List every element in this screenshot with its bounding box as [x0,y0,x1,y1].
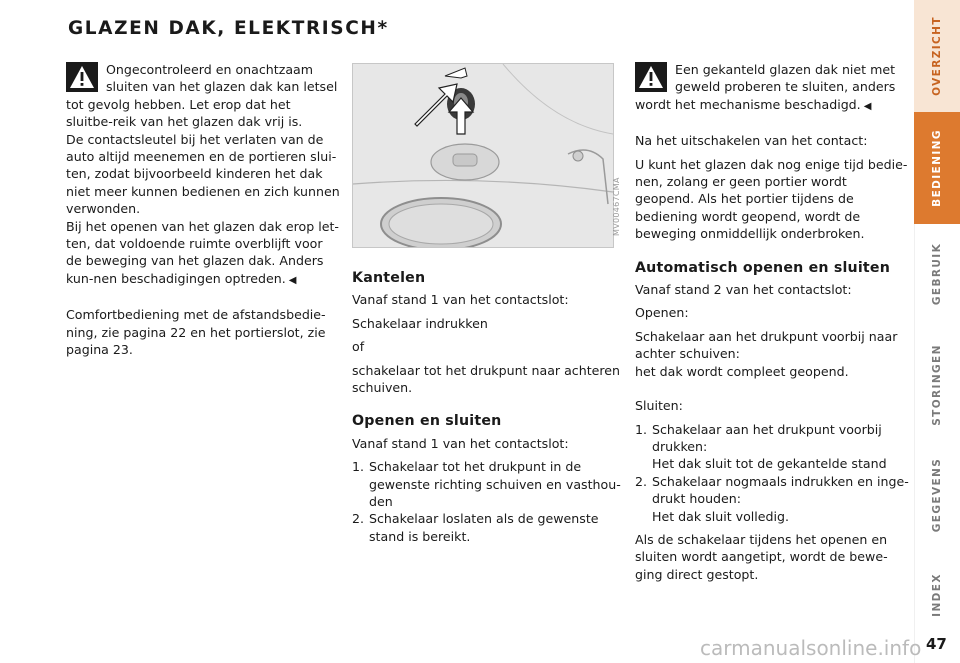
auto-condition: Vanaf stand 2 van het contactslot: [635,282,852,298]
kantelen-condition: Vanaf stand 1 van het contactslot: [352,292,569,308]
list-item [352,458,624,510]
tab-gebruik[interactable] [914,234,960,314]
list-item-number: 1. [352,459,365,475]
tab-storingen[interactable] [914,330,960,440]
list-item-text: Schakelaar tot het drukpunt in de gewenste richting schuiven en vasthou-den [369,459,621,510]
warning-text-line2: geweld proberen te sluiten, anders [675,79,896,95]
tab-gegevens[interactable] [914,445,960,545]
warning-text-line1: Een gekanteld glazen dak niet met [675,62,896,77]
list-item-number: 2. [352,511,365,527]
after-ignition-off: Na het uitschakelen van het contact: [635,133,868,149]
warning-text-line2: sluiten van het glazen dak kan letsel [106,79,338,95]
paragraph-space [66,218,340,290]
list-item-number: 2. [635,473,648,489]
list-item [635,473,909,525]
paragraph-space-text: Bij het openen van het glazen dak erop let-ten, dat voldoende ruimte overblijft voor de beweging van het glazen dak. Anders kun-nen beschadigingen optreden. [66,218,339,286]
tab-bediening-label: BEDIENING [931,129,944,207]
heading-openen-sluiten: Openen en sluiten [352,413,502,430]
end-mark-icon: ◀ [863,100,872,112]
list-item-result: Het dak sluit volledig. [652,508,790,524]
column-left [66,61,340,359]
warning-text-rest: tot gevolg hebben. Let erop dat het sluitbe-reik van het glazen dak vrij is. [66,96,303,130]
warning-block [635,61,909,115]
list-item [352,510,624,545]
openen-condition: Vanaf stand 1 van het contactslot: [352,435,569,451]
auto-open-result: het dak wordt compleet geopend. [635,363,849,379]
list-item [635,421,909,473]
auto-open-step: Schakelaar aan het drukpunt voorbij naar achter schuiven: [635,328,898,362]
list-item-text: Schakelaar loslaten als de gewenste stand is bereikt. [369,511,599,544]
kantelen-step-slide: schakelaar tot het drukpunt naar achteren schuiven. [352,362,621,396]
tab-index[interactable] [914,565,960,625]
warning-text-rest-text: wordt het mechanisme beschadigd. [635,96,861,112]
tab-overzicht-label: OVERZICHT [931,16,943,96]
paragraph-key: De contactsleutel bij het verlaten van de auto altijd meenemen en de portieren slui-ten, zodat bijvoorbeeld kinderen het dak niet meer kunnen bedienen en zich kunnen verwonden. [66,131,340,217]
tab-overzicht[interactable] [914,0,960,112]
column-middle [352,270,624,545]
tab-gebruik-label: GEBRUIK [931,242,943,306]
tab-bediening[interactable] [914,112,960,224]
warning-triangle-icon [66,62,98,92]
tab-storingen-label: STORINGEN [931,344,944,426]
paragraph-comfort: Comfortbediening met de afstandsbedie-ning, zie pagina 22 en het portierslot, zie pagina 23. [66,307,326,358]
chapter-tabs [914,0,960,663]
list-item-text: Schakelaar nogmaals indrukken en inge-drukt houden: [652,473,909,507]
heading-automatisch: Automatisch openen en sluiten [635,259,891,276]
kantelen-step-press: Schakelaar indrukken [352,315,488,331]
list-item-text: Schakelaar aan het drukpunt voorbij drukken: [652,421,882,454]
column-right [635,61,909,583]
auto-stop-info: Als de schakelaar tijdens het openen en sluiten wordt aangetipt, wordt de bewe-ging direct gestopt. [635,531,888,582]
warning-block [66,61,340,131]
auto-close-label: Sluiten: [635,398,683,414]
end-mark-icon: ◀ [288,274,297,286]
kantelen-or: of [352,339,365,355]
list-item-result: Het dak sluit tot de gekantelde stand [652,456,887,472]
auto-open-label: Openen: [635,305,689,321]
tab-gegevens-label: GEGEVENS [931,457,943,533]
watermark: carmanualsonline.info [700,636,922,660]
page-title: GLAZEN DAK, ELEKTRISCH* [68,18,389,39]
page-number: 47 [926,635,947,653]
warning-text-rest [635,96,909,115]
after-ignition-info: U kunt het glazen dak nog enige tijd bedie-nen, zolang er geen portier wordt geopend. Als het portier tijdens de bediening wordt geopend, wordt de beweging onmiddellijk onderbroken. [635,156,908,242]
roof-switch-illustration [352,63,614,248]
warning-triangle-icon [635,62,667,92]
heading-kantelen: Kantelen [352,270,426,286]
list-item-number: 1. [635,421,648,437]
figure-code: MV00467CMA [612,177,621,236]
tab-index-label: INDEX [931,573,943,617]
warning-text-line1: Ongecontroleerd en onachtzaam [106,62,314,77]
